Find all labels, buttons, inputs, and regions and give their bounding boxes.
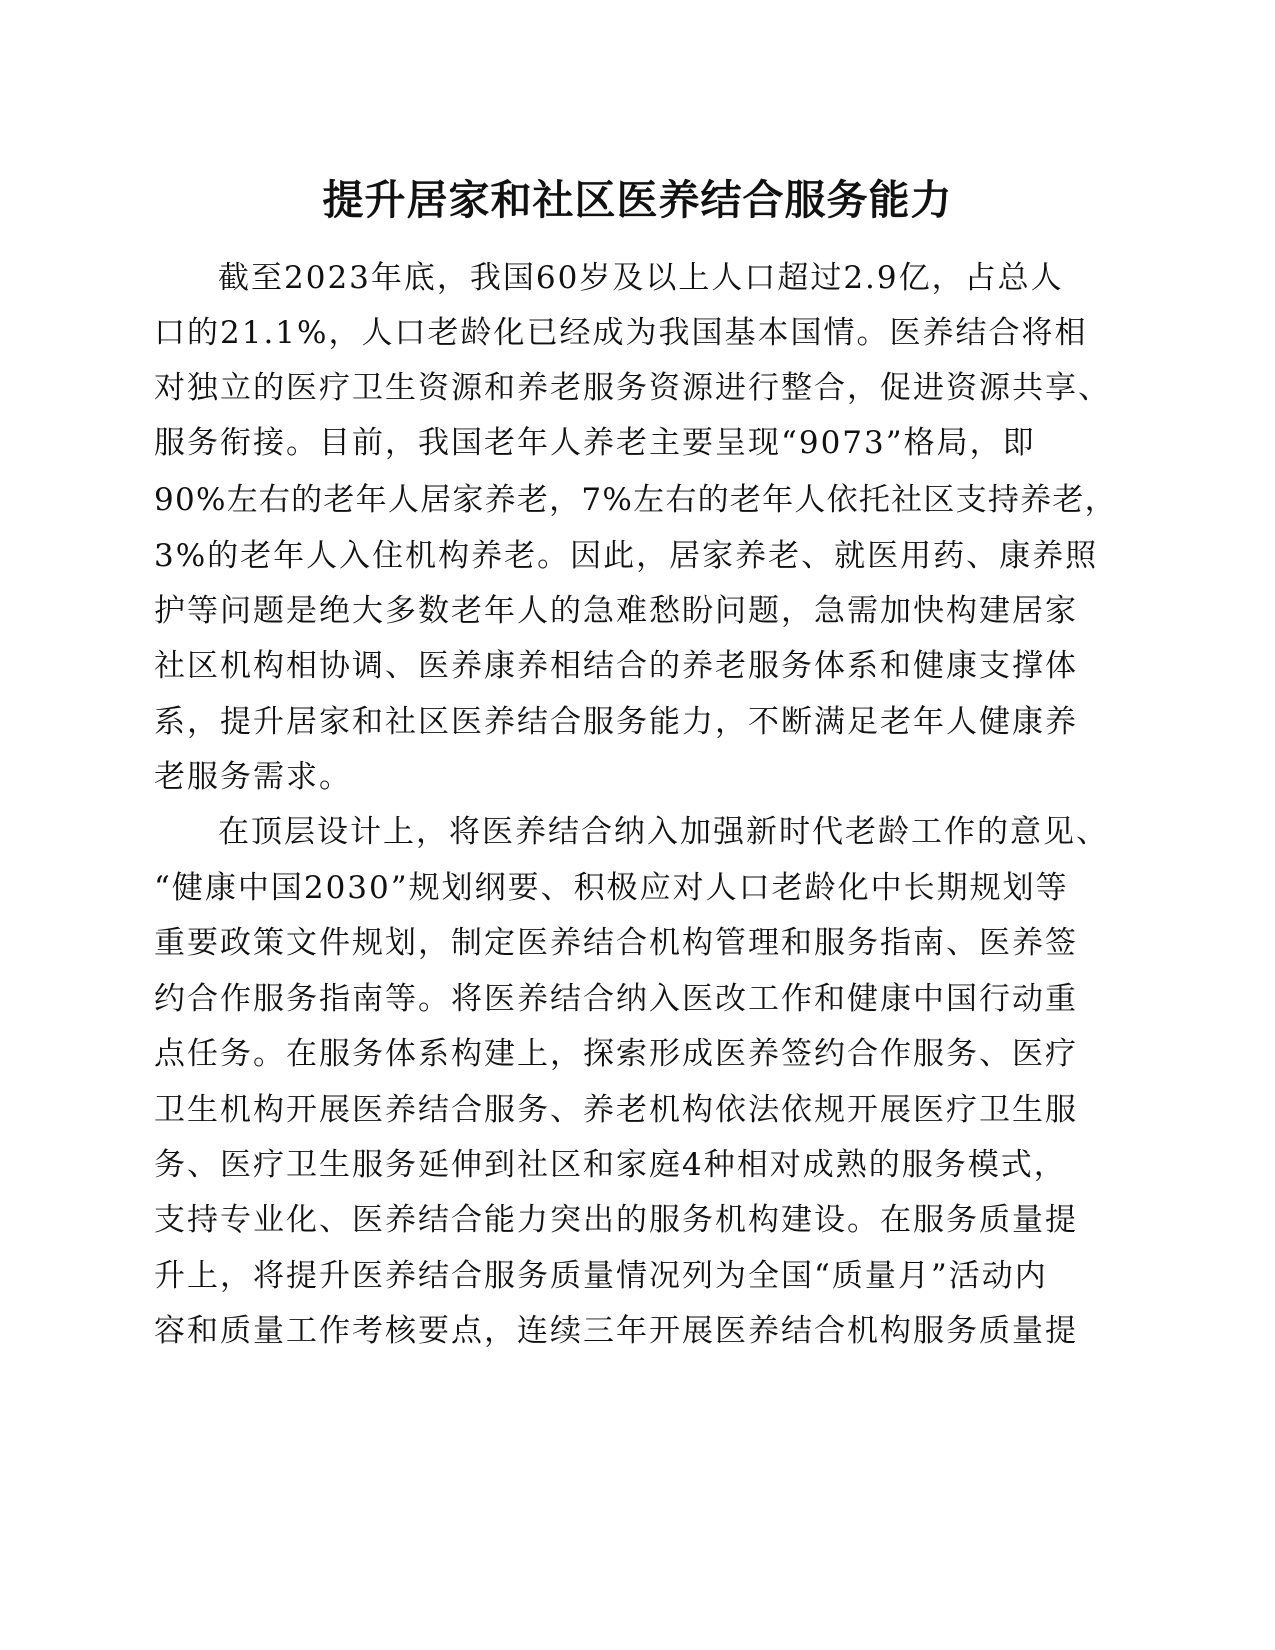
- paragraph-2-line-1: 在顶层设计上，将医养结合纳入加强新时代老龄工作的意见、: [218, 814, 1109, 850]
- paragraph-2-line-3: 重要政策文件规划，制定医养结合机构管理和服务指南、医养签: [154, 925, 1078, 961]
- document-title: 提升居家和社区医养结合服务能力: [322, 176, 953, 224]
- paragraph-2-line-8: 支持专业化、医养结合能力突出的服务机构建设。在服务质量提: [154, 1202, 1078, 1238]
- paragraph-2-line-6: 卫生机构开展医养结合服务、养老机构依法依规开展医疗卫生服: [154, 1092, 1078, 1128]
- paragraph-1-line-2: 口的21.1%，人口老龄化已经成为我国基本国情。医养结合将相: [154, 315, 1088, 351]
- paragraph-1-line-1: 截至2023年底，我国60岁及以上人口超过2.9亿，占总人: [218, 260, 1064, 296]
- paragraph-2-line-2: “健康中国2030”规划纲要、积极应对人口老龄化中长期规划等: [154, 870, 1069, 906]
- paragraph-1-line-8: 社区机构相协调、医养康养相结合的养老服务体系和健康支撑体: [154, 648, 1078, 684]
- paragraph-1-line-4: 服务衔接。目前，我国老年人养老主要呈现“9073”格局，即: [154, 425, 1036, 461]
- paragraph-1-line-5: 90%左右的老年人居家养老，7%左右的老年人依托社区支持养老，: [154, 482, 1117, 518]
- paragraph-1-line-10: 老服务需求。: [154, 759, 352, 795]
- paragraph-1-line-9: 系，提升居家和社区医养结合服务能力，不断满足老年人健康养: [154, 704, 1078, 740]
- paragraph-1-line-3: 对独立的医疗卫生资源和养老服务资源进行整合，促进资源共享、: [154, 370, 1111, 406]
- paragraph-1-line-6: 3%的老年人入住机构养老。因此，居家养老、就医用药、康养照: [154, 538, 1099, 574]
- paragraph-2-line-4: 约合作服务指南等。将医养结合纳入医改工作和健康中国行动重: [154, 981, 1078, 1017]
- paragraph-2-line-7: 务、医疗卫生服务延伸到社区和家庭4种相对成熟的服务模式，: [154, 1147, 1067, 1183]
- paragraph-2-line-10: 容和质量工作考核要点，连续三年开展医养结合机构服务质量提: [154, 1313, 1078, 1349]
- paragraph-1-line-7: 护等问题是绝大多数老年人的急难愁盼问题，急需加快构建居家: [154, 593, 1078, 629]
- paragraph-2-line-9: 升上，将提升医养结合服务质量情况列为全国“质量月”活动内: [154, 1258, 1048, 1294]
- paragraph-2-line-5: 点任务。在服务体系构建上，探索形成医养签约合作服务、医疗: [154, 1036, 1078, 1072]
